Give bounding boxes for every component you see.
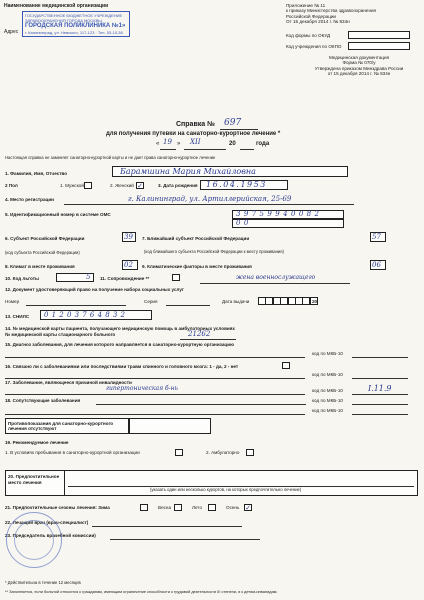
oms-row2-value: 00 — [236, 219, 252, 227]
sex-male-checkbox[interactable] — [84, 182, 92, 189]
card-number: 21262 — [188, 330, 211, 338]
climate-factors-code: 06 — [372, 261, 381, 269]
registration-value: г. Калининград, ул. Артиллерийская, 25-69 — [128, 195, 292, 203]
disability-value: гипертоническая б-нь — [106, 385, 178, 392]
registration-label: 4. Место регистрации — [5, 197, 54, 202]
stamp-line: ГОСУДАРСТВЕННОЕ БЮДЖЕТНОЕ УЧРЕЖДЕНИЕ — [25, 13, 123, 18]
form-info — [300, 55, 418, 77]
treatment-option-1-checkbox[interactable] — [175, 449, 183, 456]
form-info-line: Форма № 070/у — [342, 60, 376, 66]
quote-open: « — [156, 141, 160, 147]
doc-issue-year: 20 — [312, 299, 318, 304]
oms-label: 5. Идентификационный номер в системе ОМС — [5, 212, 111, 217]
benefit-code: 5 — [86, 273, 91, 281]
season-autumn-label: Осень — [226, 505, 240, 510]
footnote-2: ** Заполняется, если больной относится к гражданам, имеющим ограничение способности к трудовой деятельности III степени, и к детям-инвалидам. — [5, 589, 278, 594]
season-summer-label: Лето — [192, 505, 203, 510]
doc-issue-date-cells[interactable] — [258, 297, 317, 305]
disability-mkb-label: код по МКБ-10 — [312, 388, 343, 393]
season-winter-checkbox[interactable] — [140, 504, 148, 511]
spinal-mkb-label: код по МКБ-10 — [312, 372, 343, 377]
preferred-place-label: 20. Предпочтительное место лечения — [8, 474, 60, 485]
date-year: 20 — [229, 141, 236, 147]
okpo-box[interactable] — [348, 42, 410, 50]
spravka-label: Справка № — [176, 121, 215, 128]
season-autumn-checkbox[interactable]: ✓ — [245, 504, 251, 512]
year-label: года — [256, 141, 270, 147]
annex-line: Российской Федерации — [286, 13, 336, 19]
okud-box[interactable] — [348, 31, 410, 39]
subject-note: (код субъекта Российской Федерации) — [5, 250, 80, 255]
quote-close: » — [177, 141, 181, 147]
benefit-label: 10. Код льготы — [5, 276, 39, 281]
card-label-2: № медицинской карты стационарного больного — [5, 332, 116, 337]
birth-date-value: 16.04.1953 — [206, 180, 267, 189]
treatment-option-2-checkbox[interactable] — [246, 449, 254, 456]
sex-female-checkbox[interactable]: ✓ — [137, 182, 143, 190]
diagnosis-mkb-label: код по МКБ-10 — [312, 351, 343, 356]
date-month: XII — [190, 138, 201, 146]
card-label: 14. № медицинской карты пациента, получающего медицинскую помощь в амбулаторных условиях — [5, 326, 235, 331]
escort-checkbox[interactable] — [172, 274, 180, 281]
disability-code: I.11.9 — [368, 384, 392, 393]
climate-factors-label: 9. Климатические факторы в месте проживания — [142, 264, 252, 269]
nearest-subject-label: 7. Ближайший субъект Российской Федерации — [142, 236, 250, 241]
sex-female-label: 2. Женский — [110, 183, 134, 188]
doc-series-label: Серия — [144, 299, 158, 304]
nearest-subject-code: 57 — [372, 233, 381, 241]
form-info-line: Медицинская документация — [328, 55, 390, 60]
social-doc-label: 12. Документ удостоверяющий право на получение набора социальных услуг — [5, 287, 184, 292]
fio-label: 1. Фамилия, Имя, Отчество — [5, 171, 68, 176]
subject-label: 6. Субъект Российской Федерации — [5, 236, 85, 241]
doc-issue-date-label: Дата выдачи — [222, 299, 250, 304]
annex-line: Приложение № 11 — [286, 3, 326, 8]
treatment-label: 19. Рекомендуемое лечение — [5, 440, 69, 445]
date-day: 19 — [163, 138, 172, 146]
form-info-line: Утверждена приказом Минздрава России — [314, 65, 404, 71]
treatment-option-2: 2. Амбулаторно — [206, 450, 240, 455]
treatment-option-1: 1. В условиях пребывания в санаторно-курортной организации — [5, 450, 140, 455]
fio-value: Барамшина Мария Михайловна — [120, 167, 256, 176]
diagnosis-label: 15. Диагноз заболевания, для лечения которого направляется в санаторно-курортную организацию — [5, 342, 234, 347]
snils-label: 13. СНИЛС — [5, 314, 30, 319]
contraindications-signature[interactable] — [129, 418, 211, 434]
birth-date-label: 3. Дата рождения — [158, 183, 198, 188]
season-spring-checkbox[interactable] — [174, 504, 182, 511]
annex-line: От 15 декабря 2014 г. № 834н — [286, 19, 350, 25]
nearest-subject-note: (код ближайшего субъекта Российской Федерации к месту проживания) — [144, 249, 284, 254]
okpo-label: Код учреждения по ОКПО — [286, 44, 342, 49]
comorbid-mkb-label: код по МКБ-10 — [312, 398, 343, 403]
spravka-note: Настоящая справка не заменяет санаторно-курортной карты и не дает права санаторно-курортное лечение — [5, 155, 216, 160]
comorbid-mkb-label-2: код по МКБ-10 — [312, 408, 343, 413]
preferred-place-note: (указать один или несколько курортов, на которых предпочтительно лечение) — [150, 487, 302, 492]
form-info-line: от 15 декабря 2014 г. № 834н — [327, 71, 391, 77]
subject-code: 39 — [124, 233, 133, 241]
season-label: 21. Предпочтительные сезоны лечения: Зима — [5, 505, 110, 510]
escort-note: жена военнослужащего — [236, 274, 316, 281]
organization-stamp — [22, 11, 130, 37]
stamp-line: г. Калининград, ул. Невского, 117-123 · Тел. 53-10-38 — [25, 30, 123, 35]
disability-label: 17. Заболевание, являющееся причиной инвалидности — [5, 380, 132, 385]
contraindications-label: Противопоказания для санаторно-курортного лечения отсутствуют — [8, 421, 114, 431]
stamp-line: ЗДРАВООХРАНЕНИЯ ГОРОДА МОСКВЫ — [25, 18, 102, 23]
sex-male-label: 1. Мужской — [60, 183, 84, 188]
round-stamp-inner — [14, 520, 54, 560]
snils-value: 01203764832 — [44, 311, 129, 319]
oms-row1-value: 39759940082 — [236, 210, 323, 218]
address-label: Адрес — [4, 29, 19, 35]
comorbid-label: 18. Сопутствующие заболевания — [5, 398, 81, 403]
climate-label: 8. Климат в месте проживания — [5, 264, 75, 269]
spinal-label: 16. Связано ли с заболеваниями или последствиями травм спинного и головного мозга: 1 - да, 2 - нет — [5, 364, 239, 369]
doc-number-label: Номер — [5, 299, 20, 304]
sex-label: 2 Пол — [5, 183, 18, 188]
season-spring-label: Весна — [158, 505, 172, 510]
doctor-label: 22. Лечащий врач (врач-специалист) — [5, 520, 89, 525]
spinal-checkbox[interactable] — [282, 362, 290, 369]
commission-chair-label: 23. Председатель врачебной комиссии) — [5, 533, 96, 538]
spravka-subtitle: для получения путевки на санаторно-курортное лечение * — [106, 131, 281, 137]
climate-code: 02 — [124, 261, 133, 269]
org-label: Наименование медицинской организации — [4, 3, 109, 9]
okud-label: Код формы по ОКУД — [286, 33, 331, 38]
annex-line: к приказу Министерства здравоохранения — [286, 8, 377, 14]
annex-info — [286, 3, 416, 25]
footnote-1: * Действительна в течение 12 месяцев — [5, 580, 81, 585]
season-summer-checkbox[interactable] — [208, 504, 216, 511]
stamp-line: ГОРОДСКАЯ ПОЛИКЛИНИКА №1» — [25, 23, 126, 29]
spravka-number: 697 — [224, 118, 242, 128]
escort-label: 11. Сопровождение ** — [100, 276, 150, 281]
